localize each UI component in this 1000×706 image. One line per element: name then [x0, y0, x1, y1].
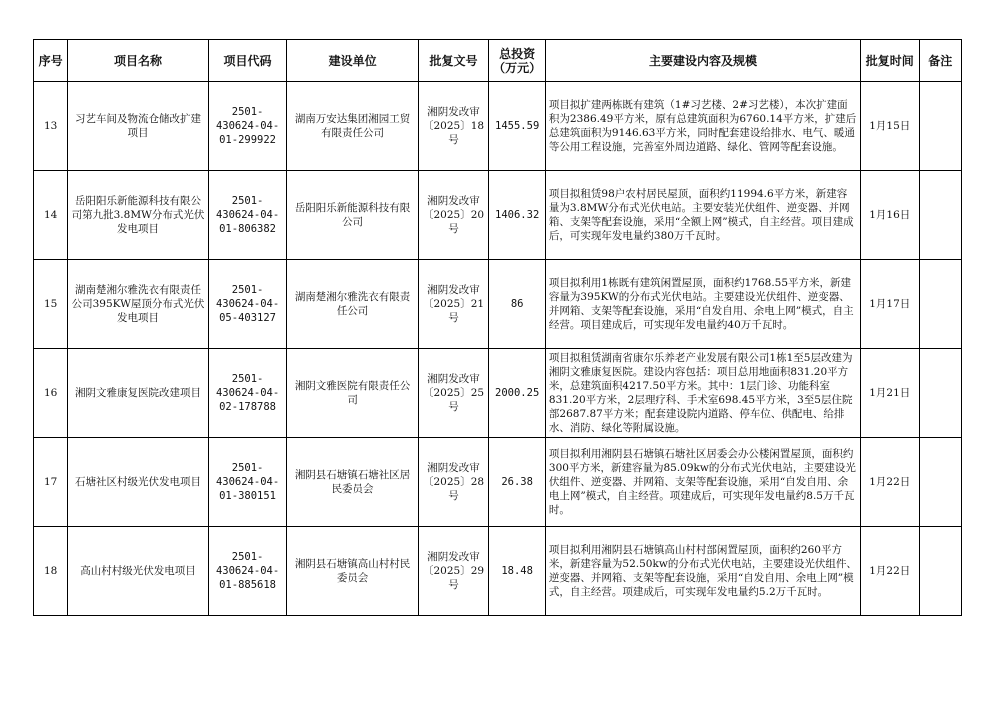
cell-approval-doc: 湘阴发改审〔2025〕29号: [418, 527, 489, 616]
header-project-name: 项目名称: [68, 40, 208, 82]
table-row: [34, 349, 962, 438]
cell-note: [919, 349, 961, 438]
project-approval-table: [33, 39, 962, 616]
cell-construction-unit: 湘阴文雅医院有限责任公司: [287, 349, 418, 438]
cell-project-name: 湖南楚湘尔雅洗衣有限责任公司395KW屋顶分布式光伏发电项目: [68, 260, 208, 349]
cell-main-content: 项目拟租赁98户农村居民屋顶，面积约11994.6平方米，新建容量为3.8MW分布式光伏电站。主要安装光伏组件、逆变器、并网箱、支架等配套设施，采用“全额上网”模式，自主经营。项目建成后，可实现年发电量约380万千瓦时。: [545, 171, 860, 260]
cell-approval-doc: 湘阴发改审〔2025〕18号: [418, 82, 489, 171]
cell-main-content: 项目拟利用湘阴县石塘镇石塘社区居委会办公楼闲置屋顶，面积约300平方米，新建容量为85.09kw的分布式光伏电站，主要建设光伏组件、逆变器、并网箱、支架等配套设施，采用“自发自用、余电上网”模式，自主经营。项建成后，可实现年发电量约8.5万千瓦时。: [545, 438, 860, 527]
cell-note: [919, 171, 961, 260]
header-note: 备注: [919, 40, 961, 82]
cell-seq: 18: [34, 527, 68, 616]
cell-seq: 13: [34, 82, 68, 171]
cell-approval-date: 1月17日: [860, 260, 919, 349]
cell-approval-date: 1月22日: [860, 527, 919, 616]
header-total-investment: [489, 40, 546, 82]
header-construction-unit: 建设单位: [287, 40, 418, 82]
table-row: [34, 171, 962, 260]
cell-main-content: 项目拟利用1栋既有建筑闲置屋顶，面积约1768.55平方米，新建容量为395KW的分布式光伏电站。主要建设光伏组件、逆变器、并网箱、支架等配套设施，采用“自发自用、余电上网”模式，自主经营。项目建成后，可实现年发电量约40万千瓦时。: [545, 260, 860, 349]
cell-approval-date: 1月16日: [860, 171, 919, 260]
cell-main-content: 项目拟利用湘阴县石塘镇高山村村部闲置屋顶，面积约260平方米，新建容量为52.50kw的分布式光伏电站，主要建设光伏组件、逆变器、并网箱、支架等配套设施，采用“自发自用、余电上网”模式，自主经营。项建成后，可实现年发电量约5.2万千瓦时。: [545, 527, 860, 616]
cell-seq: 15: [34, 260, 68, 349]
cell-total-investment: 18.48: [489, 527, 546, 616]
cell-approval-doc: 湘阴发改审〔2025〕20号: [418, 171, 489, 260]
cell-approval-date: 1月15日: [860, 82, 919, 171]
cell-project-name: 湘阴文雅康复医院改建项目: [68, 349, 208, 438]
cell-note: [919, 260, 961, 349]
cell-total-investment: 26.38: [489, 438, 546, 527]
cell-total-investment: 2000.25: [489, 349, 546, 438]
table-header-row: [34, 40, 962, 82]
cell-project-code: 2501-430624-04-01-885618: [208, 527, 287, 616]
cell-construction-unit: 湖南楚湘尔雅洗衣有限责任公司: [287, 260, 418, 349]
cell-construction-unit: 湖南万安达集团湘园工贸有限责任公司: [287, 82, 418, 171]
cell-total-investment: 1406.32: [489, 171, 546, 260]
cell-seq: 14: [34, 171, 68, 260]
cell-note: [919, 82, 961, 171]
cell-approval-doc: 湘阴发改审〔2025〕21号: [418, 260, 489, 349]
header-project-code: 项目代码: [208, 40, 287, 82]
cell-seq: 16: [34, 349, 68, 438]
header-main-content: 主要建设内容及规模: [545, 40, 860, 82]
cell-project-code: 2501-430624-04-01-806382: [208, 171, 287, 260]
header-invest-line1: 总投资: [499, 46, 536, 61]
cell-approval-doc: 湘阴发改审〔2025〕25号: [418, 349, 489, 438]
cell-project-code: 2501-430624-04-05-403127: [208, 260, 287, 349]
table-row: [34, 82, 962, 171]
cell-note: [919, 438, 961, 527]
cell-project-code: 2501-430624-04-01-380151: [208, 438, 287, 527]
cell-approval-doc: 湘阴发改审〔2025〕28号: [418, 438, 489, 527]
cell-total-investment: 86: [489, 260, 546, 349]
cell-project-name: 岳阳阳乐新能源科技有限公司第九批3.8MW分布式光伏发电项目: [68, 171, 208, 260]
cell-seq: 17: [34, 438, 68, 527]
cell-construction-unit: 湘阴县石塘镇高山村村民委员会: [287, 527, 418, 616]
table-row: [34, 527, 962, 616]
cell-total-investment: 1455.59: [489, 82, 546, 171]
header-invest-line2: （万元）: [493, 60, 542, 75]
cell-construction-unit: 岳阳阳乐新能源科技有限公司: [287, 171, 418, 260]
cell-note: [919, 527, 961, 616]
cell-main-content: 项目拟扩建两栋既有建筑（1#习艺楼、2#习艺楼），本次扩建面积为2386.49平方米，原有总建筑面积为6760.14平方米，扩建后总建筑面积为9146.63平方米，同时配套建设给排水、电气、暖通等公用工程设施，完善室外周边道路、绿化、管网等配套设施。: [545, 82, 860, 171]
cell-project-name: 习艺车间及物流仓储改扩建项目: [68, 82, 208, 171]
header-approval-doc: 批复文号: [418, 40, 489, 82]
cell-project-name: 石塘社区村级光伏发电项目: [68, 438, 208, 527]
cell-project-name: 高山村村级光伏发电项目: [68, 527, 208, 616]
cell-construction-unit: 湘阴县石塘镇石塘社区居民委员会: [287, 438, 418, 527]
cell-approval-date: 1月21日: [860, 349, 919, 438]
table-row: [34, 438, 962, 527]
cell-approval-date: 1月22日: [860, 438, 919, 527]
header-seq: 序号: [34, 40, 68, 82]
cell-project-code: 2501-430624-04-02-178788: [208, 349, 287, 438]
header-approval-date: 批复时间: [860, 40, 919, 82]
cell-main-content: 项目拟租赁湖南省康尔乐养老产业发展有限公司1栋1至5层改建为湘阴文雅康复医院。建设内容包括：项目总用地面积831.20平方米，总建筑面积4217.50平方米。其中：1层门诊、功能科室831.20平方米，2层理疗科、手术室698.45平方米，3至5层住院部2687.87平方米；配套建设院内道路、停车位、供配电、给排水、消防、绿化等附属设施。: [545, 349, 860, 438]
table-row: [34, 260, 962, 349]
cell-project-code: 2501-430624-04-01-299922: [208, 82, 287, 171]
